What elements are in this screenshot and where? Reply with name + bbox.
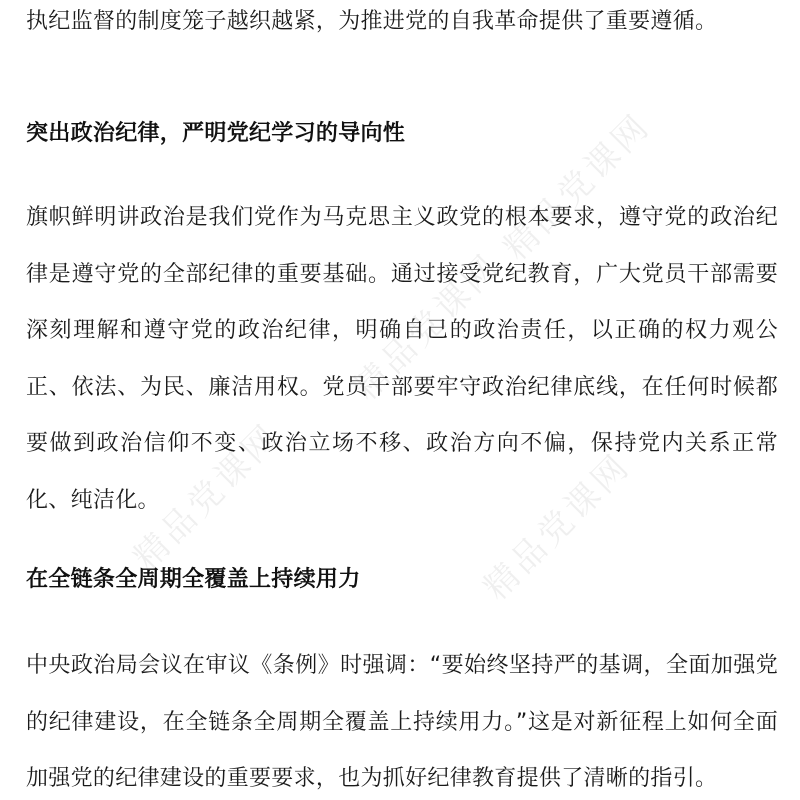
- watermark: 精品党课网: [346, 245, 509, 409]
- watermark: 精品党课网: [126, 415, 289, 579]
- watermark: 精品党课网: [496, 105, 659, 269]
- watermark: 精品党课网: [476, 445, 639, 609]
- intro-paragraph: 执纪监督的制度笼子越织越紧，为推进党的自我革命提供了重要遵循。: [26, 9, 718, 34]
- section-heading-full-chain: 在全链条全周期全覆盖上持续用力: [26, 567, 361, 592]
- section-body-political-discipline: 旗帜鲜明讲政治是我们党作为马克思主义政党的根本要求，遵守党的政治纪律是遵守党的全部纪律的重要基础。通过接受党纪教育，广大党员干部需要深刻理解和遵守党的政治纪律，明确自己的政治责任，以正确的权力观公正、依法、为民、廉洁用权。党员干部要牢守政治纪律底线，在任何时候都要做到政治信仰不变、政治立场不移、政治方向不偏，保持党内关系正常化、纯洁化。: [26, 205, 778, 513]
- section-body-full-chain: 中央政治局会议在审议《条例》时强调：“要始终坚持严的基调，全面加强党的纪律建设，在全链条全周期全覆盖上持续用力。”这是对新征程上如何全面加强党的纪律建设的重要要求，也为抓好纪律教育提供了清晰的指引。: [26, 653, 778, 791]
- section-heading-political-discipline: 突出政治纪律，严明党纪学习的导向性: [26, 121, 406, 146]
